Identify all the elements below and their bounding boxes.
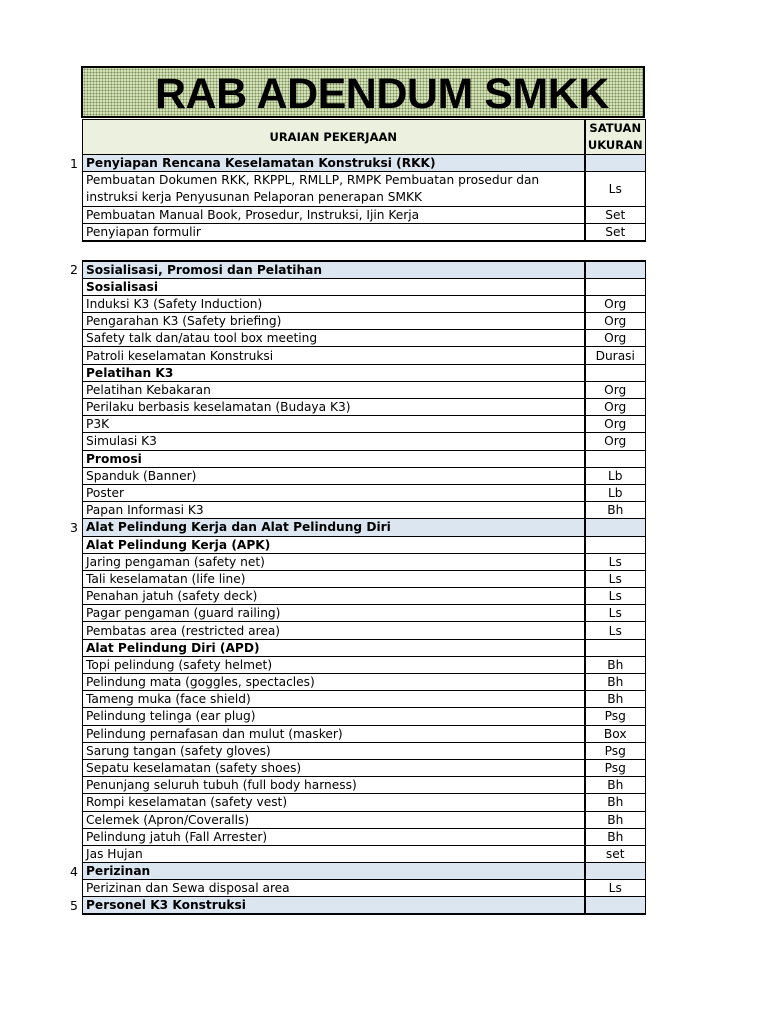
subsection-row: [83, 450, 646, 467]
table-row: [83, 811, 646, 828]
header-uraian-pekerjaan: URAIAN PEKERJAAN: [83, 120, 585, 155]
description-cell: Sepatu keselamatan (safety shoes): [83, 759, 585, 776]
section-row: [83, 261, 646, 278]
unit-cell: Bh: [585, 794, 646, 811]
description-cell: Penahan jatuh (safety deck): [83, 588, 585, 605]
subsection-row: [83, 364, 646, 381]
unit-cell: Bh: [585, 502, 646, 519]
description-cell: Sosialisasi, Promosi dan Pelatihan: [83, 261, 585, 278]
description-cell: Jas Hujan: [83, 845, 585, 862]
description-cell: Simulasi K3: [83, 433, 585, 450]
unit-cell: Ls: [585, 605, 646, 622]
description-cell: Safety talk dan/atau tool box meeting: [83, 330, 585, 347]
unit-cell: Box: [585, 725, 646, 742]
unit-cell: Org: [585, 433, 646, 450]
table-row: [83, 691, 646, 708]
unit-cell: Org: [585, 295, 646, 312]
section-row: [83, 863, 646, 880]
table-row: [83, 502, 646, 519]
description-cell: Celemek (Apron/Coveralls): [83, 811, 585, 828]
header-satuan-ukuran: SATUAN UKURAN: [585, 120, 646, 155]
description-cell: Sarung tangan (safety gloves): [83, 742, 585, 759]
description-cell: Pengarahan K3 (Safety briefing): [83, 313, 585, 330]
unit-cell: Lb: [585, 484, 646, 501]
description-cell: Sosialisasi: [83, 278, 585, 295]
table-row: [83, 467, 646, 484]
unit-cell: Bh: [585, 674, 646, 691]
section-number: 2: [70, 262, 78, 278]
unit-cell: Bh: [585, 656, 646, 673]
description-cell: Penyiapan formulir: [83, 224, 585, 241]
table-row: [83, 295, 646, 312]
subsection-row: [83, 536, 646, 553]
unit-cell: Org: [585, 381, 646, 398]
unit-cell: Ls: [585, 588, 646, 605]
table-row: [83, 674, 646, 691]
table-row: [83, 416, 646, 433]
description-cell: Tameng muka (face shield): [83, 691, 585, 708]
table-row: [83, 656, 646, 673]
table-row: [83, 742, 646, 759]
description-cell: Perilaku berbasis keselamatan (Budaya K3): [83, 399, 585, 416]
section-number: 5: [70, 898, 78, 914]
unit-cell: Ls: [585, 553, 646, 570]
description-cell: P3K: [83, 416, 585, 433]
table-row: [83, 330, 646, 347]
unit-cell: [585, 897, 646, 914]
table-row: [83, 622, 646, 639]
description-cell: Penyiapan Rencana Keselamatan Konstruksi (RKK): [83, 155, 585, 172]
table-row: [83, 725, 646, 742]
unit-cell: Durasi: [585, 347, 646, 364]
table-row: [83, 794, 646, 811]
unit-cell: Bh: [585, 777, 646, 794]
rab-table-part-1: [82, 119, 646, 242]
description-cell: Pembuatan Dokumen RKK, RKPPL, RMLLP, RMPK Pembuatan prosedur dan instruksi kerja Penyusunan Pelaporan penerapan SMKK: [83, 172, 585, 207]
unit-cell: Ls: [585, 880, 646, 897]
description-cell: Perizinan: [83, 863, 585, 880]
table-header-row: [83, 120, 646, 155]
description-cell: Topi pelindung (safety helmet): [83, 656, 585, 673]
description-cell: Pelatihan K3: [83, 364, 585, 381]
table-row: [83, 588, 646, 605]
table-row: [83, 433, 646, 450]
rab-table-part-2: [82, 260, 646, 915]
table-row: [83, 708, 646, 725]
table-row: [83, 172, 646, 207]
description-cell: Perizinan dan Sewa disposal area: [83, 880, 585, 897]
description-cell: Pembuatan Manual Book, Prosedur, Instruksi, Ijin Kerja: [83, 207, 585, 224]
table-row: [83, 381, 646, 398]
unit-cell: Bh: [585, 811, 646, 828]
unit-cell: [585, 863, 646, 880]
unit-cell: Lb: [585, 467, 646, 484]
unit-cell: Ls: [585, 570, 646, 587]
section-row: [83, 155, 646, 172]
description-cell: Pagar pengaman (guard railing): [83, 605, 585, 622]
description-cell: Jaring pengaman (safety net): [83, 553, 585, 570]
unit-cell: set: [585, 845, 646, 862]
section-row: [83, 897, 646, 914]
description-cell: Patroli keselamatan Konstruksi: [83, 347, 585, 364]
description-cell: Alat Pelindung Kerja (APK): [83, 536, 585, 553]
unit-cell: Set: [585, 224, 646, 241]
description-cell: Pelindung telinga (ear plug): [83, 708, 585, 725]
description-cell: Promosi: [83, 450, 585, 467]
table-row: [83, 570, 646, 587]
unit-cell: Ls: [585, 622, 646, 639]
table-row: [83, 313, 646, 330]
description-cell: Poster: [83, 484, 585, 501]
description-cell: Pelindung mata (goggles, spectacles): [83, 674, 585, 691]
subsection-row: [83, 278, 646, 295]
table-row: [83, 484, 646, 501]
unit-cell: Bh: [585, 691, 646, 708]
table-row: [83, 759, 646, 776]
table-row: [83, 399, 646, 416]
description-cell: Pelatihan Kebakaran: [83, 381, 585, 398]
table-row: [83, 224, 646, 241]
section-row: [83, 519, 646, 536]
subsection-row: [83, 639, 646, 656]
description-cell: Pembatas area (restricted area): [83, 622, 585, 639]
unit-cell: Ls: [585, 172, 646, 207]
table-row: [83, 828, 646, 845]
unit-cell: Bh: [585, 828, 646, 845]
unit-cell: [585, 519, 646, 536]
description-cell: Alat Pelindung Diri (APD): [83, 639, 585, 656]
section-number: 3: [70, 519, 78, 535]
unit-cell: [585, 639, 646, 656]
table-row: [83, 605, 646, 622]
table-row: [83, 553, 646, 570]
description-cell: Papan Informasi K3: [83, 502, 585, 519]
description-cell: Rompi keselamatan (safety vest): [83, 794, 585, 811]
unit-cell: Psg: [585, 708, 646, 725]
unit-cell: [585, 155, 646, 172]
unit-cell: [585, 450, 646, 467]
description-cell: Penunjang seluruh tubuh (full body harness): [83, 777, 585, 794]
unit-cell: Org: [585, 330, 646, 347]
unit-cell: Psg: [585, 759, 646, 776]
unit-cell: [585, 536, 646, 553]
description-cell: Pelindung jatuh (Fall Arrester): [83, 828, 585, 845]
unit-cell: Set: [585, 207, 646, 224]
description-cell: Induksi K3 (Safety Induction): [83, 295, 585, 312]
table-row: [83, 777, 646, 794]
table-row: [83, 845, 646, 862]
unit-cell: [585, 364, 646, 381]
unit-cell: Org: [585, 416, 646, 433]
table-row: [83, 207, 646, 224]
description-cell: Pelindung pernafasan dan mulut (masker): [83, 725, 585, 742]
title-banner: [81, 66, 645, 118]
unit-cell: Psg: [585, 742, 646, 759]
description-cell: Spanduk (Banner): [83, 467, 585, 484]
description-cell: Personel K3 Konstruksi: [83, 897, 585, 914]
unit-cell: [585, 278, 646, 295]
section-number: 1: [70, 155, 78, 171]
page-title: RAB ADENDUM SMKK: [155, 70, 609, 118]
unit-cell: [585, 261, 646, 278]
description-cell: Tali keselamatan (life line): [83, 570, 585, 587]
unit-cell: Org: [585, 399, 646, 416]
section-number: 4: [70, 863, 78, 879]
table-row: [83, 880, 646, 897]
unit-cell: Org: [585, 313, 646, 330]
table-row: [83, 347, 646, 364]
description-cell: Alat Pelindung Kerja dan Alat Pelindung Diri: [83, 519, 585, 536]
